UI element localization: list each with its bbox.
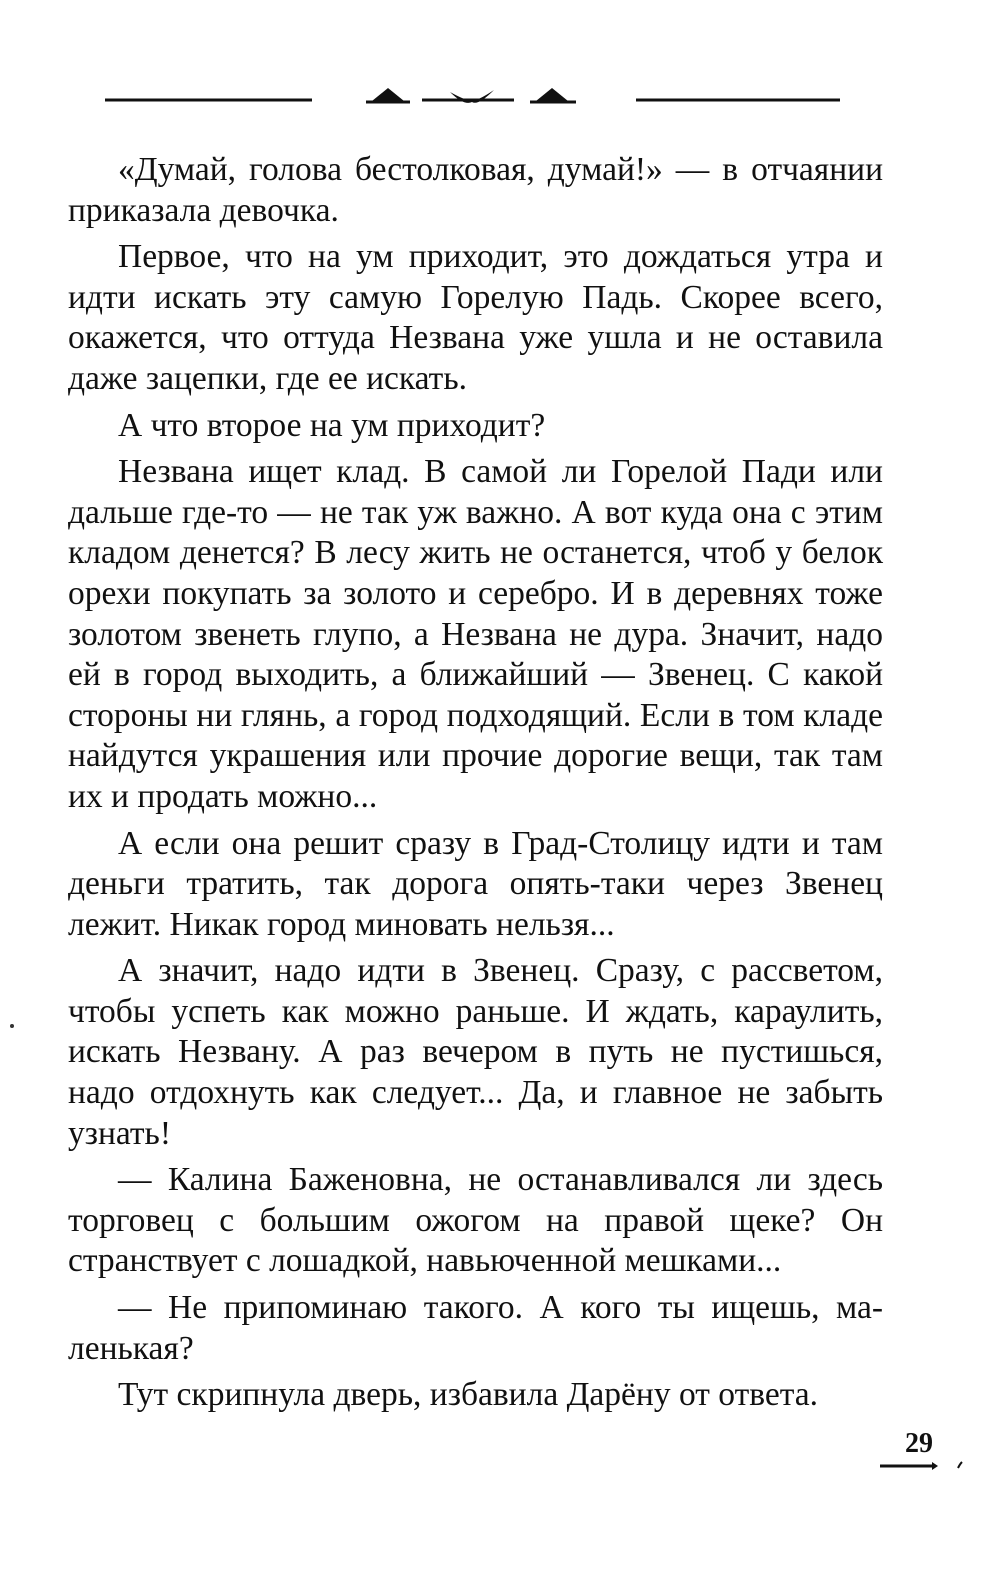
paragraph: Первое, что на ум приходит, это дождаться утра и идти искать эту самую Горелую Падь. Скорее всего, окажется, что оттуда Незвана уже ушла и не оставила даже зацепки, где ее искать. (68, 238, 883, 397)
ornament-left-leaf (372, 88, 404, 101)
page-number-underline (880, 1458, 970, 1478)
page-number: 29 (905, 1428, 933, 1459)
paragraph: А что второе на ум приходит? (118, 406, 546, 444)
body-text (68, 150, 883, 1422)
paragraph: А если она решит сразу в Град-Столицу идти и там деньги тратить, так дорога опять-таки через Звенец лежит. Никак город миновать нельзя... (68, 824, 883, 943)
paragraph: — Калина Баженовна, не останавливался ли здесь торговец с большим ожогом на правой щеке? Он странствует с лошадкой, навьюченной мешками... (68, 1161, 883, 1280)
header-ornament (100, 72, 845, 112)
scan-speck (10, 1024, 14, 1028)
ornament-right-leaf (536, 88, 568, 101)
paragraph: «Думай, голова бестолковая, думай!» — в отчаянии приказала девочка. (68, 151, 883, 229)
ornament-center-glyphs (366, 88, 576, 103)
paragraph: А значит, надо идти в Звенец. Сразу, с рассветом, чтобы успеть как можно раньше. И ждать, караулить, искать Незвану. А раз вечером в путь не пустишься, надо отдохнуть как следует... Да, и главное не забыть узнать! (68, 952, 883, 1152)
paragraph: Незвана ищет клад. В самой ли Горелой Пади или дальше где-то — не так уж важно. А вот куда она с этим кладом денется? В лесу жить не останется, чтоб у белок орехи покупать за золото и серебро. И в деревнях тоже золотом звенеть глупо, а Незвана не дура. Значит, надо ей в город выходить, а ближайший — Звенец. С какой стороны ни глянь, а город подходящий. Если в том кладе найдутся украшения или прочие дорогие вещи, так там их и продать можно... (68, 453, 883, 815)
paragraph: Тут скрипнула дверь, избавила Дарёну от ответа. (118, 1376, 819, 1414)
paragraph: — Не припоминаю такого. А кого ты ищешь, маленькая? (68, 1289, 883, 1367)
